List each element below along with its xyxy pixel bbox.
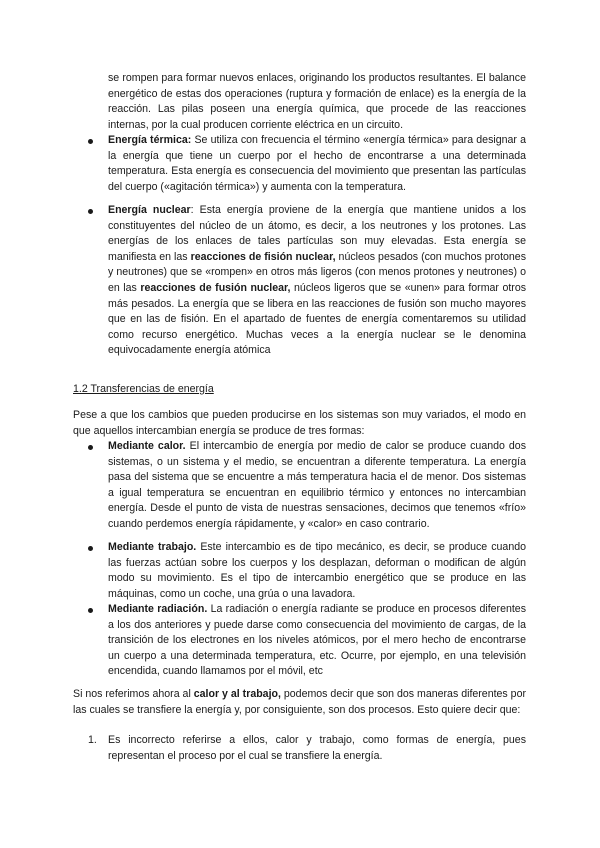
- list-number: 1.: [88, 734, 97, 746]
- conclusion-text: podemos decir que son dos maneras diferentes por las cuales se transfiere la energía y, por consiguiente, son dos procesos. Esto quiere decir que:: [73, 688, 526, 716]
- list-item-radiacion: [108, 602, 526, 680]
- conclusion-paragraph: [73, 687, 526, 718]
- bullet-icon: [88, 608, 93, 613]
- conclusion-text: Si nos referimos ahora al: [73, 688, 194, 700]
- item-text: núcleos ligeros que se «unen» para formar otros más pesados. La energía que se libera en las reacciones de fusión son mucho mayores que en las de fisión. En el apartado de fuentes de energía comentaremos su utilidad como recurso energético. Muchas veces a la energía nuclear se le denomina equivocadamente energía atómica: [108, 281, 527, 357]
- item-text: El intercambio de energía por medio de calor se produce cuando dos sistemas, o un sistema y el medio, se encuentran a diferente temperatura. La energía pasa del sistema que se encuentre a más temperatura hacia el de menor. Dos sistemas a igual temperatura se encuentran en equilibrio térmico y entonces no intercambian energía. Desde el punto de vista de nuestras sensaciones, decimos que tenemos «frío» cuando perdemos energía rápidamente, y «calor» en caso contrario.: [108, 440, 526, 530]
- item-text: Este intercambio es de tipo mecánico, es decir, se produce cuando las fuerzas actúan sobre los cuerpos y los desplazan, deforman o modifican de algún modo su movimiento. Es el tipo de intercambio energético que se produce en las máquinas, como un coche, una grúa o una lavadora.: [108, 541, 526, 600]
- bullet-icon: [88, 139, 93, 144]
- item-title: Energía nuclear: [108, 204, 191, 216]
- item-title: Mediante calor.: [108, 440, 186, 452]
- intro-paragraph: Pese a que los cambios que pueden producirse en los sistemas son muy variados, el modo en que aquellos intercambian energía se produce de tres formas:: [73, 409, 526, 437]
- item-title: Energía térmica:: [108, 134, 192, 146]
- bullet-icon: [88, 445, 93, 450]
- section-heading: 1.2 Transferencias de energía: [73, 383, 214, 395]
- item-title: Mediante trabajo.: [108, 541, 197, 553]
- conclusion-bold: calor y al trabajo,: [193, 688, 281, 700]
- item-bold-fision: reacciones de fisión nuclear,: [190, 250, 336, 263]
- numbered-text: Es incorrecto referirse a ellos, calor y trabajo, como formas de energía, pues representan el proceso por el cual se transfiere la energía.: [108, 734, 526, 762]
- bullet-icon: [88, 546, 93, 551]
- item-text: : Esta energía proviene de la energía que mantiene unidos a los constituyentes del núcleo de un átomo, es decir, a los neutrones y los protones. Las energías de los enlaces de tales partículas son muy elevadas. Esta energía se manifiesta en las: [108, 204, 527, 263]
- item-bold-fusion: reacciones de fusión nuclear,: [140, 281, 291, 294]
- continuation-paragraph: se rompen para formar nuevos enlaces, originando los productos resultantes. El balance energético de estas dos operaciones (ruptura y formación de enlace) es la energía de la reacción. Las pilas poseen una energía química, que procede de las reacciones internas, por la cual producen corriente eléctrica en un circuito.: [108, 72, 526, 131]
- list-item-energia-termica: [108, 133, 526, 195]
- item-text: Se utiliza con frecuencia el término «energía térmica» para designar a la energía que tiene un cuerpo por el hecho de encontrarse a una determinada temperatura. Esta energía es consecuencia del movimiento que presentan las partículas del cuerpo («agitación térmica») y aumenta con la temperatura.: [108, 134, 526, 193]
- item-title: Mediante radiación.: [108, 603, 208, 615]
- item-text: La radiación o energía radiante se produce en procesos diferentes a los dos anteriores y puede darse como consecuencia del movimiento de cargas, de la transición de los electrones en los niveles atómicos, por el mero hecho de encontrarse un cuerpo a una determinada temperatura, etc. Ocurre, por ejemplo, en una televisión encendida, cuando llamamos por el móvil, etc: [108, 603, 526, 678]
- list-item-calor: [108, 439, 526, 533]
- list-item-trabajo: [108, 540, 526, 602]
- numbered-item-1: [88, 733, 526, 764]
- item-text: núcleos pesados (con muchos protones y neutrones) que se «rompen» en otros más ligeros (con menos protones y neutrones) o en las: [108, 250, 526, 294]
- list-item-energia-nuclear: [108, 203, 526, 359]
- bullet-icon: [88, 209, 93, 214]
